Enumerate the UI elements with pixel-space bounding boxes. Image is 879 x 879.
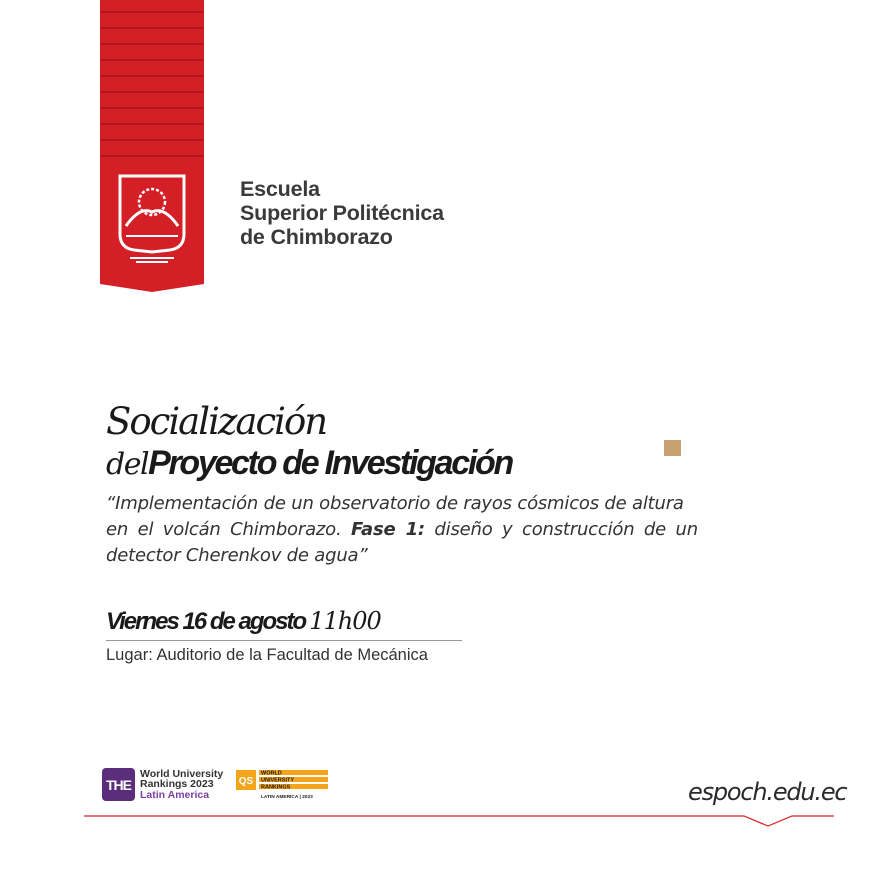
- description-line-1: [106, 491, 794, 517]
- gold-accent-square: [664, 440, 681, 456]
- university-name-line3: de Chimborazo: [240, 225, 393, 249]
- description-text: “Implementación de un observatorio de rayos cósmicos de altura: [106, 493, 684, 514]
- the-ranking-line2: Rankings 2023: [140, 778, 214, 791]
- event-time: 11h00: [309, 607, 381, 635]
- event-venue: Lugar: Auditorio de la Facultad de Mecánica: [106, 646, 428, 664]
- description-line-3: [106, 543, 794, 569]
- qs-line3: RANKINGS: [261, 784, 291, 791]
- university-banner: [100, 0, 204, 292]
- event-title-del: del: [106, 447, 149, 482]
- event-title-line2: [106, 444, 512, 483]
- event-title-line1: Socialización: [106, 400, 327, 443]
- footer-divider: [84, 810, 834, 830]
- event-date: Viernes 16 de agosto: [106, 608, 306, 635]
- website-link[interactable]: espoch.edu.ec: [688, 778, 847, 806]
- event-datetime: [106, 607, 381, 636]
- university-name-line1: Escuela: [240, 177, 320, 201]
- the-ranking-badge: [102, 768, 223, 801]
- date-divider: [106, 640, 462, 641]
- description-text: en el volcán Chimborazo.: [106, 519, 352, 540]
- the-ranking-line3: Latin America: [140, 788, 210, 801]
- description-phase-label: Fase 1:: [351, 519, 425, 540]
- description-text: detector Cherenkov de agua”: [106, 545, 368, 566]
- description-line-2: [106, 517, 794, 543]
- qs-logo-text: QS: [238, 776, 254, 787]
- qs-line4: LATIN AMERICA | 2023: [261, 795, 313, 800]
- qs-line1: WORLD: [261, 770, 282, 777]
- qs-line2: UNIVERSITY: [261, 777, 295, 784]
- the-ranking-text: [140, 769, 223, 801]
- the-ranking-line1: World University: [140, 767, 224, 780]
- university-name: [240, 177, 444, 249]
- university-name-line2: Superior Politécnica: [240, 201, 444, 225]
- description-text: diseño y construcción de un: [424, 519, 698, 540]
- event-title-main: Proyecto de Investigación: [148, 444, 512, 482]
- the-logo-icon: THE: [102, 768, 135, 801]
- qs-ranking-badge: [236, 768, 328, 802]
- project-description: [106, 491, 794, 569]
